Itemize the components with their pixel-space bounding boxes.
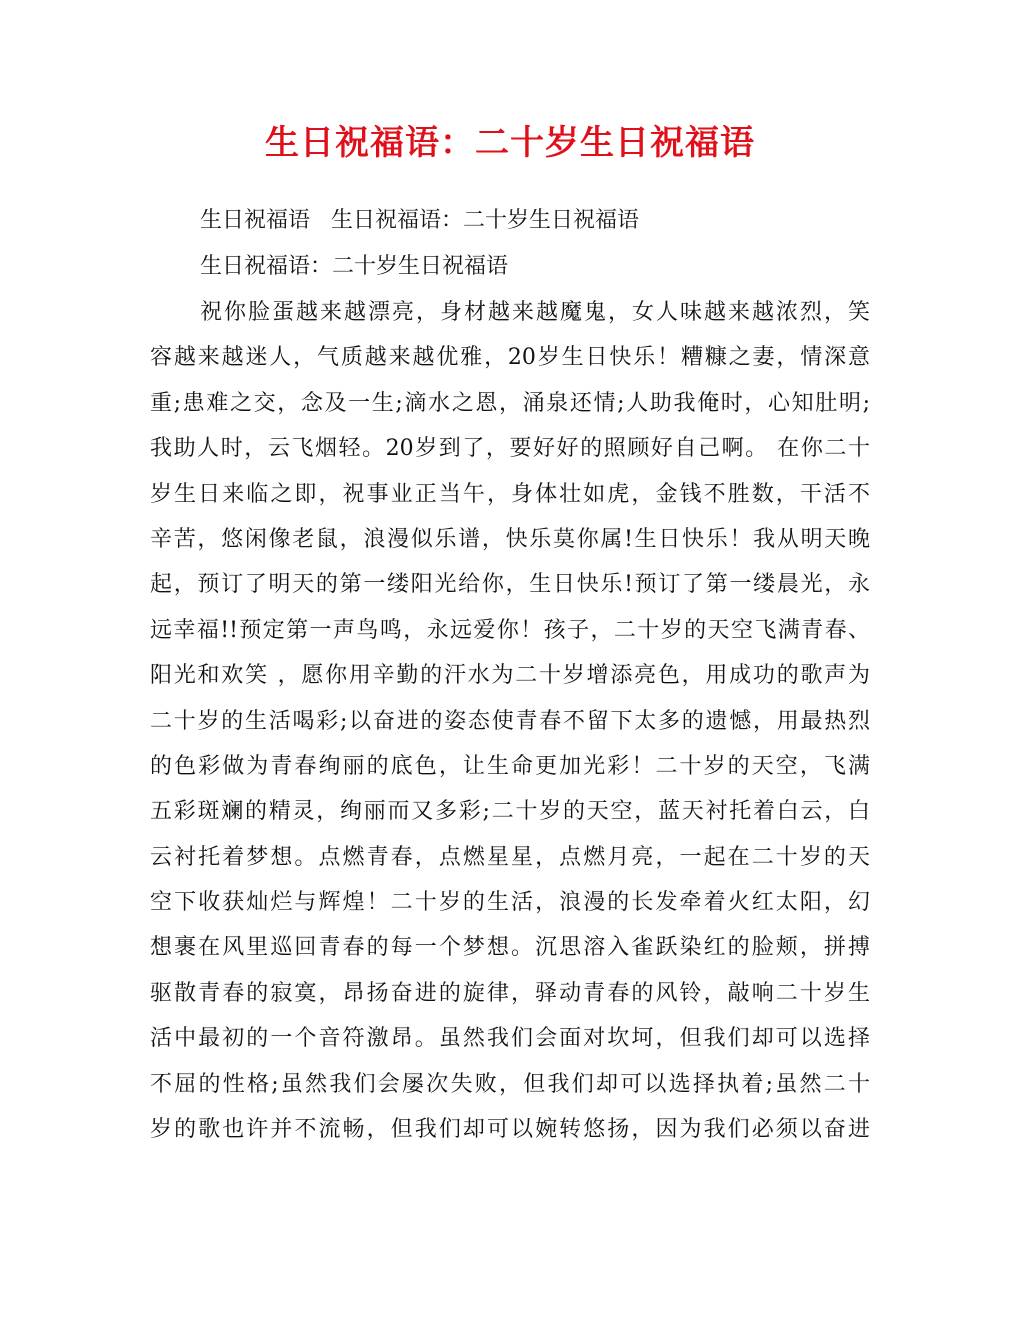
body-text-line: 容越来越迷人，气质越来越优雅，20岁生日快乐！糟糠之妻，情深意 <box>150 345 870 371</box>
body-text-line: 的色彩做为青春绚丽的底色，让生命更加光彩！二十岁的天空，飞满 <box>150 753 870 779</box>
body-text-line: 活中最初的一个音符激昂。虽然我们会面对坎坷，但我们却可以选择 <box>150 1026 870 1052</box>
body-text-line: 云衬托着梦想。点燃青春，点燃星星，点燃月亮，一起在二十岁的天 <box>150 844 870 870</box>
body-text-line: 二十岁的生活喝彩;以奋进的姿态使青春不留下太多的遗憾，用最热烈 <box>150 708 870 734</box>
body-text-line: 远幸福!!预定第一声鸟鸣，永远爱你！孩子，二十岁的天空飞满青春、 <box>150 617 870 643</box>
body-text-line: 不屈的性格;虽然我们会屡次失败，但我们却可以选择执着;虽然二十 <box>150 1071 870 1097</box>
body-text-line: 五彩斑斓的精灵，绚丽而又多彩;二十岁的天空，蓝天衬托着白云，白 <box>150 799 870 825</box>
body-text-line: 祝你脸蛋越来越漂亮，身材越来越魔鬼，女人味越来越浓烈，笑 <box>200 300 870 325</box>
subtitle-line-2: 生日祝福语：二十岁生日祝福语 <box>200 254 509 279</box>
body-text-line: 我助人时，云飞烟轻。20岁到了，要好好的照顾好自己啊。 在你二十 <box>150 436 870 462</box>
body-text-line: 想裹在风里巡回青春的每一个梦想。沉思溶入雀跃染红的脸颊，拼搏 <box>150 935 870 961</box>
article-body <box>150 296 870 1158</box>
body-text-line: 辛苦，悠闲像老鼠，浪漫似乐谱，快乐莫你属!生日快乐！我从明天晚 <box>150 526 870 552</box>
body-text-line: 岁生日来临之即，祝事业正当午，身体壮如虎，金钱不胜数，干活不 <box>150 481 870 507</box>
page-title: 生日祝福语：二十岁生日祝福语 <box>265 123 755 163</box>
body-text-line: 岁的歌也许并不流畅，但我们却可以婉转悠扬，因为我们必须以奋进 <box>150 1117 870 1143</box>
subtitle-line-1: 生日祝福语 生日祝福语：二十岁生日祝福语 <box>200 208 639 233</box>
body-text-line: 驱散青春的寂寞，昂扬奋进的旋律，驿动青春的风铃，敲响二十岁生 <box>150 980 870 1006</box>
body-text-line: 阳光和欢笑 ，愿你用辛勤的汗水为二十岁增添亮色，用成功的歌声为 <box>150 663 870 689</box>
body-text-line: 重;患难之交，念及一生;滴水之恩，涌泉还情;人助我俺时，心知肚明; <box>150 390 870 416</box>
body-text-line: 起，预订了明天的第一缕阳光给你，生日快乐!预订了第一缕晨光，永 <box>150 572 870 598</box>
body-text-line: 空下收获灿烂与辉煌！二十岁的生活，浪漫的长发牵着火红太阳，幻 <box>150 890 870 916</box>
